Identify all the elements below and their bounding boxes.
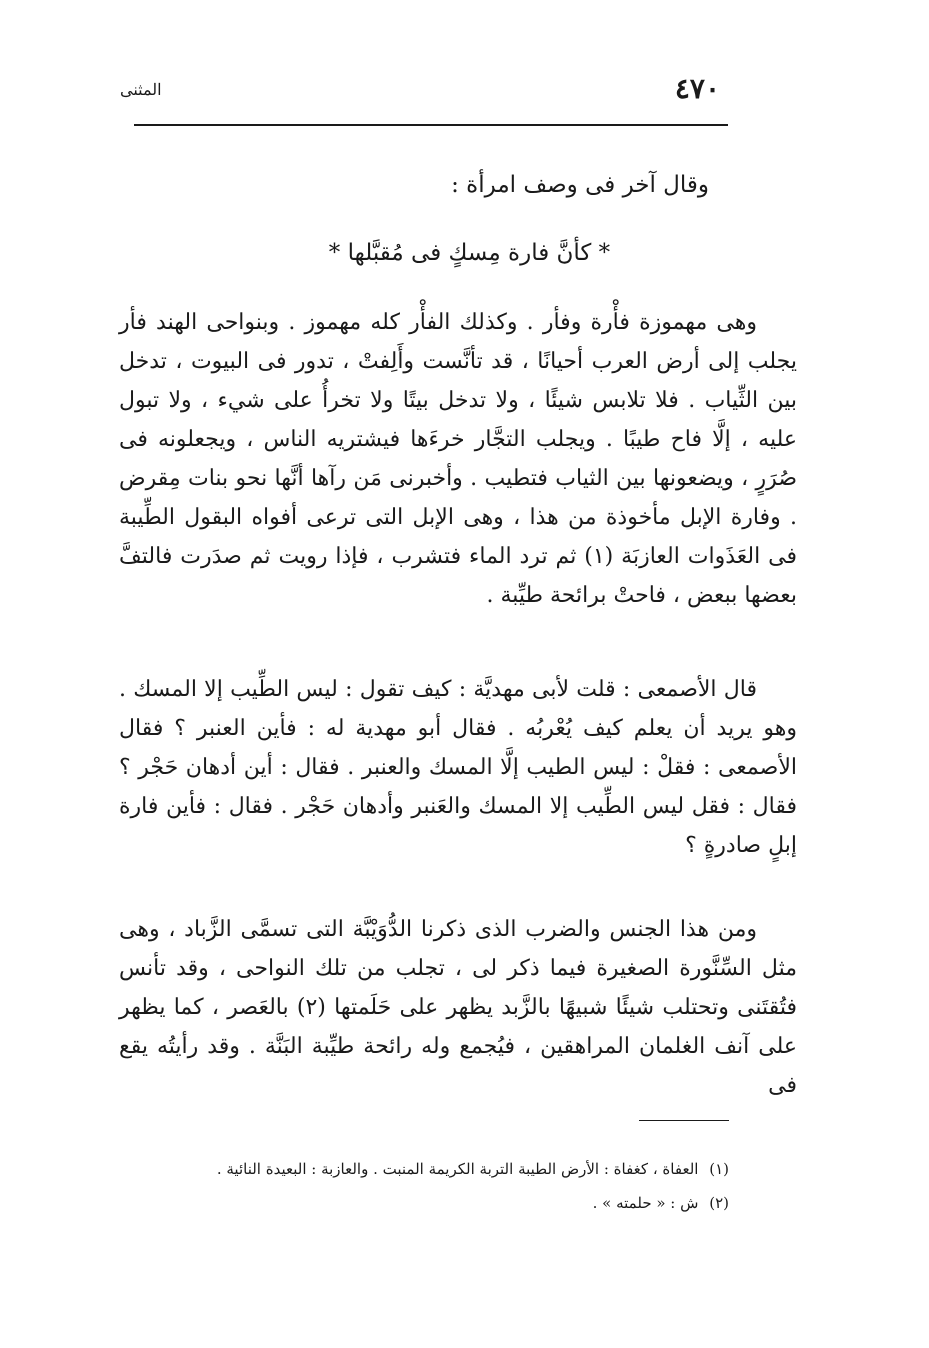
paragraph-text: وهى مهموزة فأْرة وفأر . وكذلك الفأْر كله مهموز . وبنواحى الهند فأر يجلب إلى أرض العرب أحيانًا ، قد تأنَّست وأَلِفتْ ، تدور فى البيوت ، تدخل بين الثِّياب . فلا تلابس شيئًا ، ولا تدخل بيتًا ولا تخرأُ على شيء ، ولا تبول عليه ، إلَّا فاح طيبًا . ويجلب التجَّار خرءَها فيشتريه الناس ، ويجعلونه فى صُرَرٍ ، ويضعونها بين الثياب فتطيب . وأخبرنى مَن رآها أنَّها نحو بنات مِقرض . وفارة الإبل مأخوذة من هذا ، وهى الإبل التى ترعى أفواه البقول الطِّيبة فى العَذَوات العازبَة (١) ثم ترد الماء فتشرب ، فإذا رويت ثم صدَرت فالتفَّ بعضها ببعض ، فاحتْ برائحة طيِّبة . (119, 310, 797, 608)
header-rule (134, 124, 728, 126)
page-header (120, 72, 720, 106)
footnote-text: ش : « حلمته » . (592, 1194, 699, 1212)
footnotes (189, 1152, 729, 1220)
intro-line: وقال آخر فى وصف امرأة : (451, 172, 709, 198)
paragraph-text: قال الأصمعى : قلت لأبى مهديَّة : كيف تقول : ليس الطِّيب إلا المسك . وهو يريد أن يعلم كيف يُعْربُه . فقال أبو مهدية له : فأين العنبر ؟ فقال الأصمعى : فقلْ : ليس الطيب إلَّا المسك والعنبر . فقال : أين أدهان حَجْر ؟ فقال : فقل ليس الطِّيب إلا المسك والعَنبر وأدهان حَجْر . فقال : فأين فارة إبلٍ صادرةٍ ؟ (119, 677, 797, 858)
footnote-1 (189, 1152, 729, 1186)
footnote-number: (١) (709, 1160, 729, 1178)
footnote-text: العفاة ، كغفاة : الأرض الطيبة التربة الكريمة المنبت . والعازبة : البعيدة النائية . (216, 1160, 699, 1178)
footnote-2 (189, 1186, 729, 1220)
footnote-number: (٢) (709, 1194, 729, 1212)
paragraph-text: ومن هذا الجنس والضرب الذى ذكرنا الدُّوَيْبَّة التى تسمَّى الزَّباد ، وهى مثل السِّنَّورة الصغيرة فيما ذكر لى ، تجلب من تلك النواحى ، وقد تأنس فتُقتَنى وتحتلب شيئًا شبيهًا بالزَّبد يظهر على حَلَمتها (٢) بالعَصر ، كما يظهر على آنف الغلمان المراهقين ، فيُجمع وله رائحة طيِّبة البَنَّة . وقد رأيتُه يقع فى (119, 917, 797, 1098)
running-title: المثنى (120, 80, 162, 99)
page-number: ٤٧٠ (674, 72, 720, 105)
verse-text: * كأنَّ فارة مِسكٍ فى مُقبَّلها * (328, 240, 611, 266)
paragraph-1 (119, 303, 797, 615)
paragraph-2 (119, 670, 797, 865)
paragraph-3 (119, 910, 797, 1105)
footnote-rule (639, 1120, 729, 1121)
verse-line (0, 240, 929, 266)
